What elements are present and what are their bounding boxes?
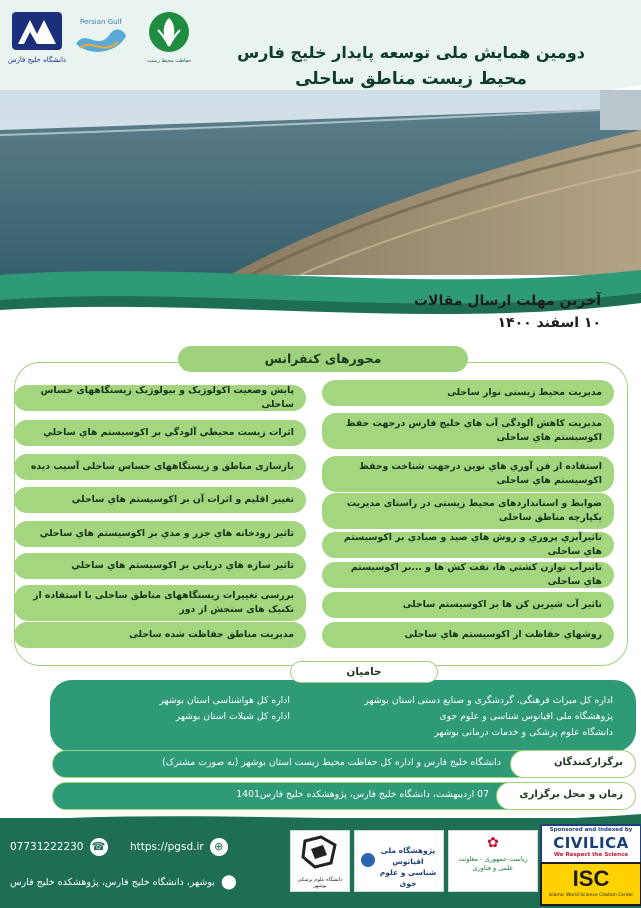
sponsor-item: دانشگاه علوم پزشکی و خدمات درمانی بوشهر <box>434 727 613 738</box>
ocean-logo-icon <box>361 853 375 867</box>
civilica-tagline: We Respect the Science <box>553 852 629 858</box>
ministry-badge-text: ریاست جمهوری - معاونت علمی و فناوری <box>458 855 528 872</box>
ocean-institute-badge <box>354 830 444 892</box>
deadline-title: آخرین مهلت ارسال مقالات <box>413 293 601 309</box>
axis-item-left: تاثیر سازه هاي دریایي بر اکوسیستم هاي ساحلي <box>14 553 306 579</box>
axis-item-left: تاثیر رودخانه هاي جزر و مدي بر اکوسیستم هاي ساحلي <box>14 521 306 547</box>
axis-item-right: روشهاي حفاظت از اکوسیستم هاي ساحلی <box>322 622 614 648</box>
ministry-badge <box>448 830 538 892</box>
globe-icon: ⊕ <box>210 838 228 856</box>
civilica-name: CIVILICA <box>553 834 629 852</box>
axis-item-right: تاثیر آب شیرین کن ها بر اکوسیستم ساحلی <box>322 592 614 618</box>
isc-badge[interactable] <box>540 862 641 906</box>
location-pin-icon: ⬤ <box>220 874 237 890</box>
axis-item-left: تغییر اقلیم و اثرات آن بر اکوسیستم هاي ساحلي <box>14 487 306 513</box>
deadline-date: ۱۰ اسفند ۱۴۰۰ <box>497 315 601 331</box>
sponsor-item: اداره کل شیلات استان بوشهر <box>175 711 290 722</box>
axis-item-right: تاثیرآب توازن کشتي ها، نفت کش ها و ...بر اکوسیستم هاي ساحلی <box>322 562 614 588</box>
organizers-value: دانشگاه خلیج فارس و اداره کل حفاظت محیط زیست استان بوشهر (به صورت مشترک) <box>162 757 501 768</box>
phone-row[interactable] <box>10 838 108 856</box>
phone-number: 07731222230 <box>10 841 84 853</box>
title-line-1: دومین همایش ملی توسعه پایدار خلیج فارس <box>237 43 585 62</box>
axis-item-left: اثرات زیست محیطي آلودگي بر اکوسیستم هاي ساحلي <box>14 420 306 446</box>
svg-text:Persian Gulf: Persian Gulf <box>80 18 122 26</box>
address-text: بوشهر، دانشگاه خلیج فارس، پژوهشکده خلیج فارس <box>10 876 215 888</box>
axis-item-right: تاثیرآبزي پروري و روش هاي صید و صیادي بر اکوسیستم هاي ساحلی <box>322 532 614 558</box>
svg-text:دانشگاه خلیج فارس: دانشگاه خلیج فارس <box>8 56 66 64</box>
sponsors-title: حامیان <box>290 661 438 683</box>
civilica-top-text: Sponsored and Indexed by <box>549 827 633 833</box>
axis-item-left: بازسازی مناطق و زیستگاههای حساس ساحلی آسیب دیده <box>14 454 306 480</box>
university-logo-icon <box>8 8 66 66</box>
ocean-badge-text: پژوهشگاه ملی اقیانوس شناسی و علوم جوی <box>379 846 437 888</box>
conference-title <box>201 40 621 92</box>
civilica-badge[interactable] <box>540 824 641 864</box>
deadline-block <box>414 290 601 334</box>
axis-item-left: پایش وضعیت اکولوژیک و بیولوژیک زیستگاههای حساس ساحلی <box>14 385 306 411</box>
phone-icon: ☎ <box>90 838 108 856</box>
axis-item-right: استفاده از فن آوري هاي نوین درجهت شناخت وحفظ اکوسیستم هاي ساحلی <box>322 456 614 492</box>
venue-value: 07 اردیبهشت، دانشگاه خلیج فارس، پژوهشکده خلیج فارس1401 <box>236 789 489 800</box>
axis-item-right: مدیریت محیط زیستی نوار ساحلی <box>322 380 614 406</box>
venue-label: زمان و محل برگزاری <box>519 789 623 800</box>
sponsor-item: اداره کل هواشناسی استان بوشهر <box>159 695 290 706</box>
title-line-2: محیط زیست مناطق ساحلی <box>295 69 527 89</box>
environment-logo-icon <box>140 8 198 66</box>
axis-item-right: ضوابط و استانداردهای محیط زیستی در راستای مدیریت یکپارچه مناطق ساحلی <box>322 493 614 529</box>
axes-title: محورهای کنفرانس <box>178 346 468 372</box>
logo-group <box>0 0 200 80</box>
axis-item-left: مدیریت مناطق حفاظت شده ساحلی <box>14 622 306 648</box>
isc-tagline: Islamic World Science Citation Center <box>548 893 634 898</box>
address-row <box>10 874 237 890</box>
isc-name: ISC <box>572 866 610 891</box>
website-link[interactable] <box>130 838 228 856</box>
medical-university-badge <box>290 830 350 892</box>
wave-logo-icon <box>72 8 130 66</box>
website-url: https://pgsd.ir <box>130 841 204 853</box>
sponsor-item: اداره کل میراث فرهنگی، گردشگری و صنایع دستی استان بوشهر <box>364 695 613 706</box>
sponsor-item: پژوهشگاه ملی اقیانوس شناسی و علوم جوی <box>439 711 613 722</box>
axis-item-right: مدیریت کاهش آلودگی آب هاي خلیج فارس درجهت حفظ اکوسیستم هاي ساحلی <box>322 413 614 449</box>
medical-badge-text: دانشگاه علوم پزشکی بوشهر <box>297 877 343 889</box>
svg-text:حفاظت محیط زیست: حفاظت محیط زیست <box>146 58 192 64</box>
organizers-label: برگزارکنندگان <box>553 757 623 768</box>
axis-item-left: بررسی تغییرات زیستگاههای مناطق ساحلی با استفاده از تکنیک های سنجش از دور <box>14 585 306 621</box>
iran-emblem-icon: ✿ <box>487 835 499 851</box>
coastline-photo <box>0 90 641 275</box>
